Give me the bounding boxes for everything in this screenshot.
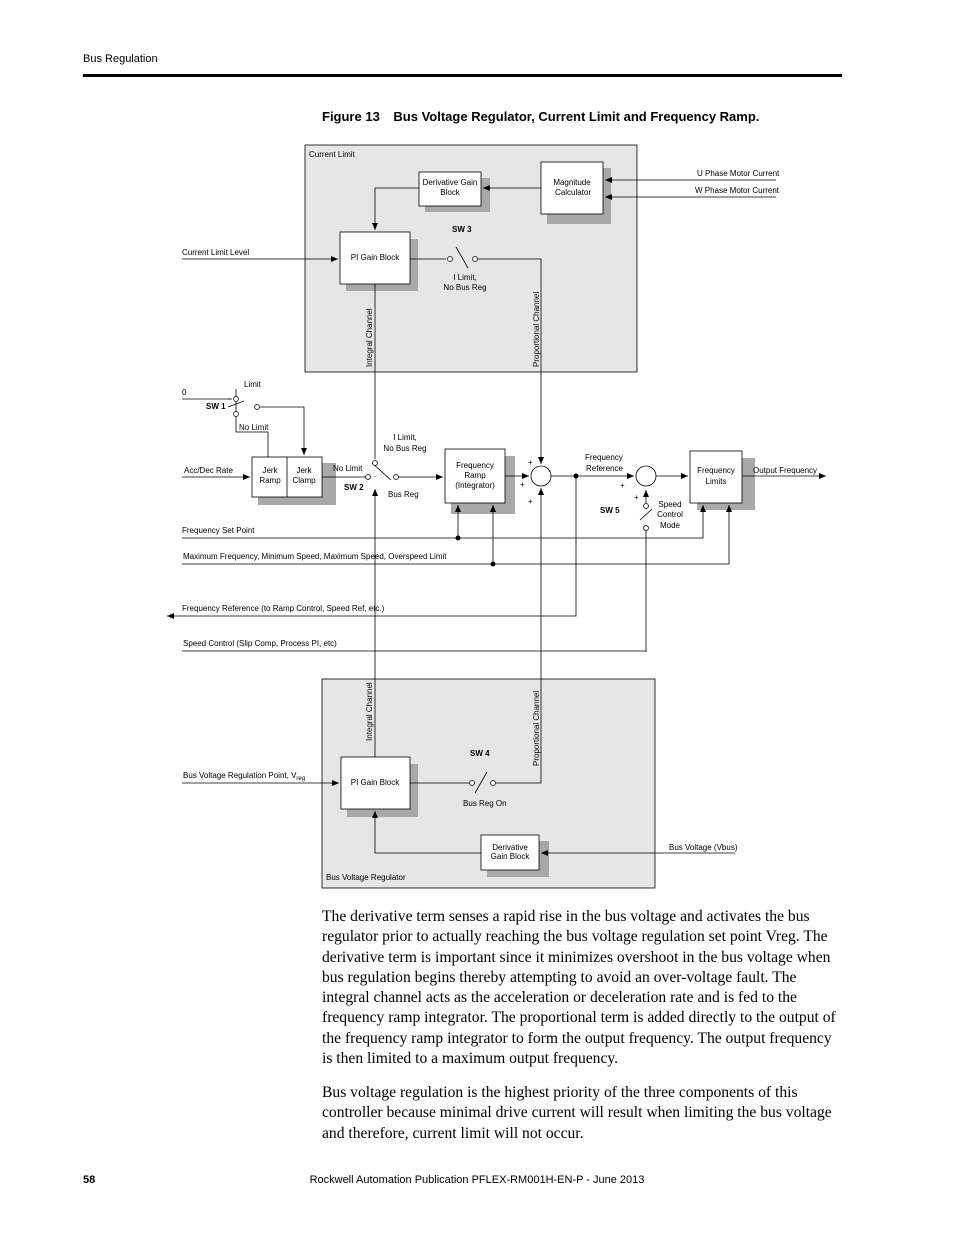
figure-number: Figure 13 bbox=[322, 109, 380, 124]
frequency-reference-label-1: Frequency bbox=[585, 453, 623, 462]
svg-text:(Integrator): (Integrator) bbox=[455, 481, 495, 490]
pi-gain-block-bottom bbox=[341, 757, 418, 817]
body-paragraph-2: Bus voltage regulation is the highest priority of the three components of this controller because minimal drive current will result when limiting the bus voltage and therefore, current limit will not occur. bbox=[322, 1084, 832, 1142]
figure-caption: Bus Voltage Regulator, Current Limit and Frequency Ramp. bbox=[393, 109, 760, 124]
sw2-state-line1: I Limit, bbox=[393, 433, 417, 442]
zero-label: 0 bbox=[182, 388, 187, 397]
svg-text:Jerk: Jerk bbox=[296, 466, 312, 475]
bus-vreg-point-label: Bus Voltage Regulation Point, $V_{reg}$ bbox=[183, 771, 306, 782]
svg-text:Ramp: Ramp bbox=[464, 471, 486, 480]
svg-text:Limits: Limits bbox=[705, 477, 727, 486]
magnitude-calculator-block bbox=[541, 162, 611, 224]
derivative-gain-block-top bbox=[419, 172, 490, 212]
frequency-set-point-label: Frequency Set Point bbox=[182, 526, 255, 535]
speed-control-mode-3: Mode bbox=[659, 521, 681, 530]
sw3-state-line1: I Limit, bbox=[453, 273, 477, 282]
current-limit-label: Current Limit bbox=[309, 150, 355, 159]
no-limit-label-1: No Limit bbox=[239, 423, 269, 432]
frequency-limits-block bbox=[690, 451, 755, 510]
bus-reg-label: Bus Reg bbox=[388, 490, 419, 499]
max-frequency-label: Maximum Frequency, Minimum Speed, Maximum Speed, Overspeed Limit bbox=[183, 552, 447, 561]
current-limit-level-label: Current Limit Level bbox=[182, 248, 250, 257]
svg-text:Clamp: Clamp bbox=[292, 476, 316, 485]
plus-2: + bbox=[520, 480, 525, 489]
sw3-label: SW 3 bbox=[452, 225, 472, 234]
output-frequency-label: Output Frequency bbox=[753, 466, 818, 475]
page-number: 58 bbox=[83, 1174, 96, 1186]
u-phase-label: U Phase Motor Current bbox=[697, 169, 780, 178]
w-phase-label: W Phase Motor Current bbox=[695, 186, 780, 195]
svg-text:Magnitude: Magnitude bbox=[553, 178, 591, 187]
bus-voltage-label: Bus Voltage (Vbus) bbox=[669, 843, 738, 852]
speed-control-mode-2: Control bbox=[657, 510, 683, 519]
sw5-label: SW 5 bbox=[600, 506, 620, 515]
sw3-state-line2: No Bus Reg bbox=[443, 283, 487, 292]
svg-text:PI Gain Block: PI Gain Block bbox=[350, 253, 400, 262]
svg-text:PI Gain Block: PI Gain Block bbox=[350, 778, 400, 787]
sw1-label: SW 1 bbox=[206, 402, 226, 411]
plus-3: + bbox=[528, 497, 533, 506]
pi-gain-block-top bbox=[340, 232, 418, 291]
svg-text:Gain Block: Gain Block bbox=[490, 852, 530, 861]
plus-4: + bbox=[620, 481, 625, 490]
frequency-ramp-block bbox=[445, 449, 515, 514]
frequency-reference-label-2: Reference bbox=[586, 464, 623, 473]
svg-text:Derivative Gain: Derivative Gain bbox=[422, 178, 478, 187]
svg-text:Jerk: Jerk bbox=[262, 466, 278, 475]
plus-5: + bbox=[634, 493, 639, 502]
svg-text:Frequency: Frequency bbox=[697, 466, 735, 475]
body-paragraph-1: The derivative term senses a rapid rise in the bus voltage and activates the bus regulator prior to actually reaching the bus voltage regulation set point Vreg. The derivative term is important since it minimizes overshoot in the bus voltage when bus regulation begins thereby attempting to avoid an over-voltage fault. The integral channel acts as the acceleration or deceleration rate and is fed to the frequency ramp integrator. The proportional term is added directly to the output of the frequency ramp integrator to form the output frequency. The output frequency is then limited to a maximum output frequency. bbox=[322, 908, 836, 1068]
svg-text:Ramp: Ramp bbox=[259, 476, 281, 485]
summing-junction-1 bbox=[531, 466, 551, 486]
summing-junction-2 bbox=[636, 466, 656, 486]
integral-channel-top-label: Integral Channel bbox=[365, 308, 374, 367]
svg-text:Calculator: Calculator bbox=[554, 188, 592, 197]
speed-control-mode-1: Speed bbox=[658, 500, 682, 509]
sw4-label: SW 4 bbox=[470, 749, 490, 758]
speed-control-label: Speed Control (Slip Comp, Process PI, etc) bbox=[183, 639, 337, 648]
derivative-gain-block-bottom bbox=[481, 835, 549, 877]
limit-label: Limit bbox=[244, 380, 261, 389]
svg-text:Derivative: Derivative bbox=[492, 843, 528, 852]
bus-reg-on-label: Bus Reg On bbox=[463, 799, 507, 808]
sw2-state-line2: No Bus Reg bbox=[383, 444, 427, 453]
no-limit-label-2: No Limit bbox=[333, 464, 363, 473]
bus-voltage-regulator-label: Bus Voltage Regulator bbox=[326, 873, 406, 882]
publication-footer: Rockwell Automation Publication PFLEX-RM001H-EN-P - June 2013 bbox=[309, 1174, 645, 1186]
sw2-label: SW 2 bbox=[344, 483, 364, 492]
frequency-reference-out-label: Frequency Reference (to Ramp Control, Speed Ref, etc.) bbox=[182, 604, 385, 613]
proportional-channel-top-label: Proportional Channel bbox=[532, 291, 541, 367]
acc-dec-label: Acc/Dec Rate bbox=[184, 466, 233, 475]
jerk-block bbox=[252, 457, 336, 505]
svg-text:Block: Block bbox=[440, 188, 460, 197]
proportional-channel-bottom-label: Proportional Channel bbox=[532, 690, 541, 766]
svg-text:Frequency: Frequency bbox=[456, 461, 494, 470]
plus-1: + bbox=[528, 458, 533, 467]
integral-channel-bottom-label: Integral Channel bbox=[365, 682, 374, 741]
running-header: Bus Regulation bbox=[83, 53, 158, 65]
